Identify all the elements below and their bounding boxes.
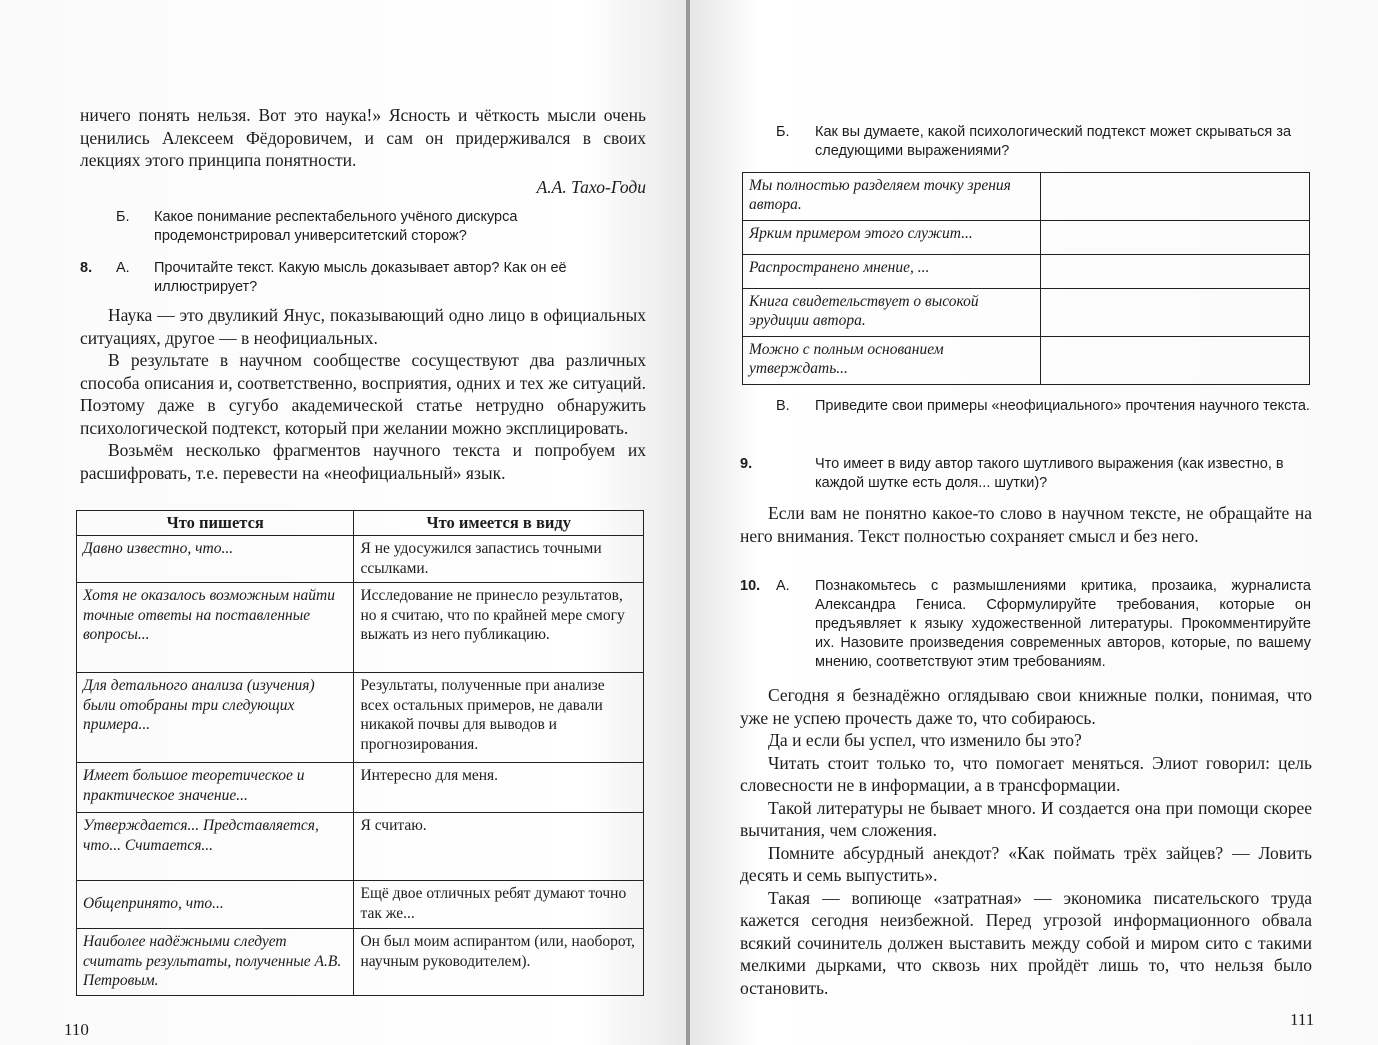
paragraph: Сегодня я безнадёжно оглядываю свои книжные полки, понимая, что уже не успею прочесть даже то, что собираюсь. [740, 685, 1312, 728]
table-cell: Книга свидетельствует о высокой эрудиции автора. [743, 289, 1041, 337]
paragraph: Такой литературы не бывает много. И создается она при помощи скорее вычитания, чем сложения. [740, 797, 1312, 840]
table-cell: Исследование не принесло результатов, но я считаю, что по крайней мере смогу выжать из него публикацию. [354, 583, 644, 673]
table-row [77, 813, 644, 881]
table-row [743, 255, 1310, 289]
table-row [77, 763, 644, 813]
column-header: Что имеется в виду [354, 511, 644, 536]
table-cell-empty [1040, 221, 1309, 255]
table-cell: Я не удосужился запастись точными ссылками. [354, 536, 644, 583]
table-cell: Ещё двое отличных ребят думают точно так же... [354, 881, 644, 929]
expressions-table [742, 172, 1310, 385]
page-number: 110 [64, 1020, 89, 1039]
table-cell: Давно известно, что... [77, 536, 354, 583]
question-letter: А. [116, 260, 130, 276]
table-row [743, 173, 1310, 221]
paragraph: Читать стоит только то, что помогает меняться. Элиот говорил: цель словесности не в информации, а в трансформации. [740, 752, 1312, 795]
question-text: Что имеет в виду автор такого шутливого выражения (как известно, в каждой шутке есть доля... шутки)? [815, 456, 1284, 491]
opening-paragraph: ничего понять нельзя. Вот это наука!» Ясность и чёткость мысли очень ценились Алексеем Фёдоровичем, и сам он придерживался в своих лекциях этого принципа понятности. [80, 105, 646, 170]
table-row [77, 673, 644, 763]
left-page [0, 0, 686, 1045]
table-cell: Он был моим аспирантом (или, наоборот, научным руководителем). [354, 929, 644, 996]
table-cell-empty [1040, 255, 1309, 289]
table-row [743, 337, 1310, 385]
question-text: Приведите свои примеры «неофициального» прочтения научного текста. [815, 398, 1310, 414]
table-header-row [77, 511, 644, 536]
paragraph: В результате в научном сообществе сосуществуют два различных способа описания и, соответственно, восприятия, одних и тех же ситуаций. Поэтому даже в сугубо академической статье нетрудно обнаружить психологической подтекст, который при желании можно эксплицировать. [80, 350, 646, 438]
author-signature: А.А. Тахо-Годи [536, 177, 646, 197]
question-text: Какое понимание респектабельного учёного дискурса продемонстрировал университетский сторож? [154, 209, 518, 244]
body-text [80, 304, 646, 484]
table-row [743, 289, 1310, 337]
paragraph: Да и если бы успел, что изменило бы это? [768, 730, 1082, 750]
table-row [77, 881, 644, 929]
question-number: 9. [740, 456, 753, 472]
table-row [743, 221, 1310, 255]
page-number: 111 [1290, 1010, 1315, 1029]
table-cell: Утверждается... Представляется, что... Считается... [77, 813, 354, 881]
column-header: Что пишется [77, 511, 354, 536]
table-cell: Можно с полным основанием утверждать... [743, 337, 1041, 385]
table-cell: Имеет большое теоретическое и практическое значение... [77, 763, 354, 813]
table-row [77, 929, 644, 996]
table-row [77, 536, 644, 583]
table-cell: Хотя не оказалось возможным найти точные ответы на поставленные вопросы... [77, 583, 354, 673]
table-cell: Ярким примером этого служит... [743, 221, 1041, 255]
question-text: Как вы думаете, какой психологический подтекст может скрываться за следующими выражениями? [815, 124, 1292, 159]
table-cell-empty [1040, 289, 1309, 337]
table-cell: Результаты, полученные при анализе всех остальных примеров, не давали никакой почвы для выводов и прогнозирования. [354, 673, 644, 763]
table-cell: Я считаю. [354, 813, 644, 881]
table-cell: Интересно для меня. [354, 763, 644, 813]
paragraph: Наука — это двуликий Янус, показывающий одно лицо в официальных ситуациях, другое — в неофициальных. [80, 305, 646, 348]
question-number: 8. [80, 260, 93, 276]
question-text: Познакомьтесь с размышлениями критика, прозаика, журналиста Александра Гениса. Сформулируйте требования, которые он предъявляет к языку художественной литературы. Прокомментируйте их. Назовите произведения современных авторов, которые, по вашему мнению, соответствуют этим требованиям. [815, 578, 1311, 670]
comparison-table [76, 510, 644, 996]
paragraph: Если вам не понятно какое-то слово в научном тексте, не обращайте на него внимания. Текст полностью сохраняет смысл и без него. [740, 503, 1312, 546]
question-letter: А. [776, 578, 790, 594]
question-text: Прочитайте текст. Какую мысль доказывает автор? Как он её иллюстрирует? [154, 260, 567, 295]
question-letter: Б. [116, 209, 130, 225]
question-letter: В. [776, 398, 790, 414]
paragraph: Такая — вопиюще «затратная» — экономика писательского труда кажется сегодня неизбежной. Перед угрозой информационного обвала всякий сочинитель должен выставить между собой и миром сито с такими мелкими дырками, что сквозь них пройдёт лишь то, что нельзя было остановить. [740, 887, 1312, 998]
table-cell: Для детального анализа (изучения) были отобраны три следующих примера... [77, 673, 354, 763]
table-cell: Мы полностью разделяем точку зрения автора. [743, 173, 1041, 221]
paragraph: Помните абсурдный анекдот? «Как поймать трёх зайцев? — Ловить десять и семь выпустить». [740, 842, 1312, 885]
question-number: 10. [740, 578, 761, 594]
table-cell: Общепринято, что... [77, 881, 354, 929]
paragraph: Возьмём несколько фрагментов научного текста и попробуем их расшифровать, т.е. перевести на «неофициальный» язык. [80, 440, 646, 483]
table-cell: Наиболее надёжными следует считать результаты, полученные А.В. Петровым. [77, 929, 354, 996]
table-cell-empty [1040, 337, 1309, 385]
body-text [740, 684, 1312, 999]
question-letter: Б. [776, 124, 790, 140]
table-cell-empty [1040, 173, 1309, 221]
table-row [77, 583, 644, 673]
table-cell: Распространено мнение, ... [743, 255, 1041, 289]
